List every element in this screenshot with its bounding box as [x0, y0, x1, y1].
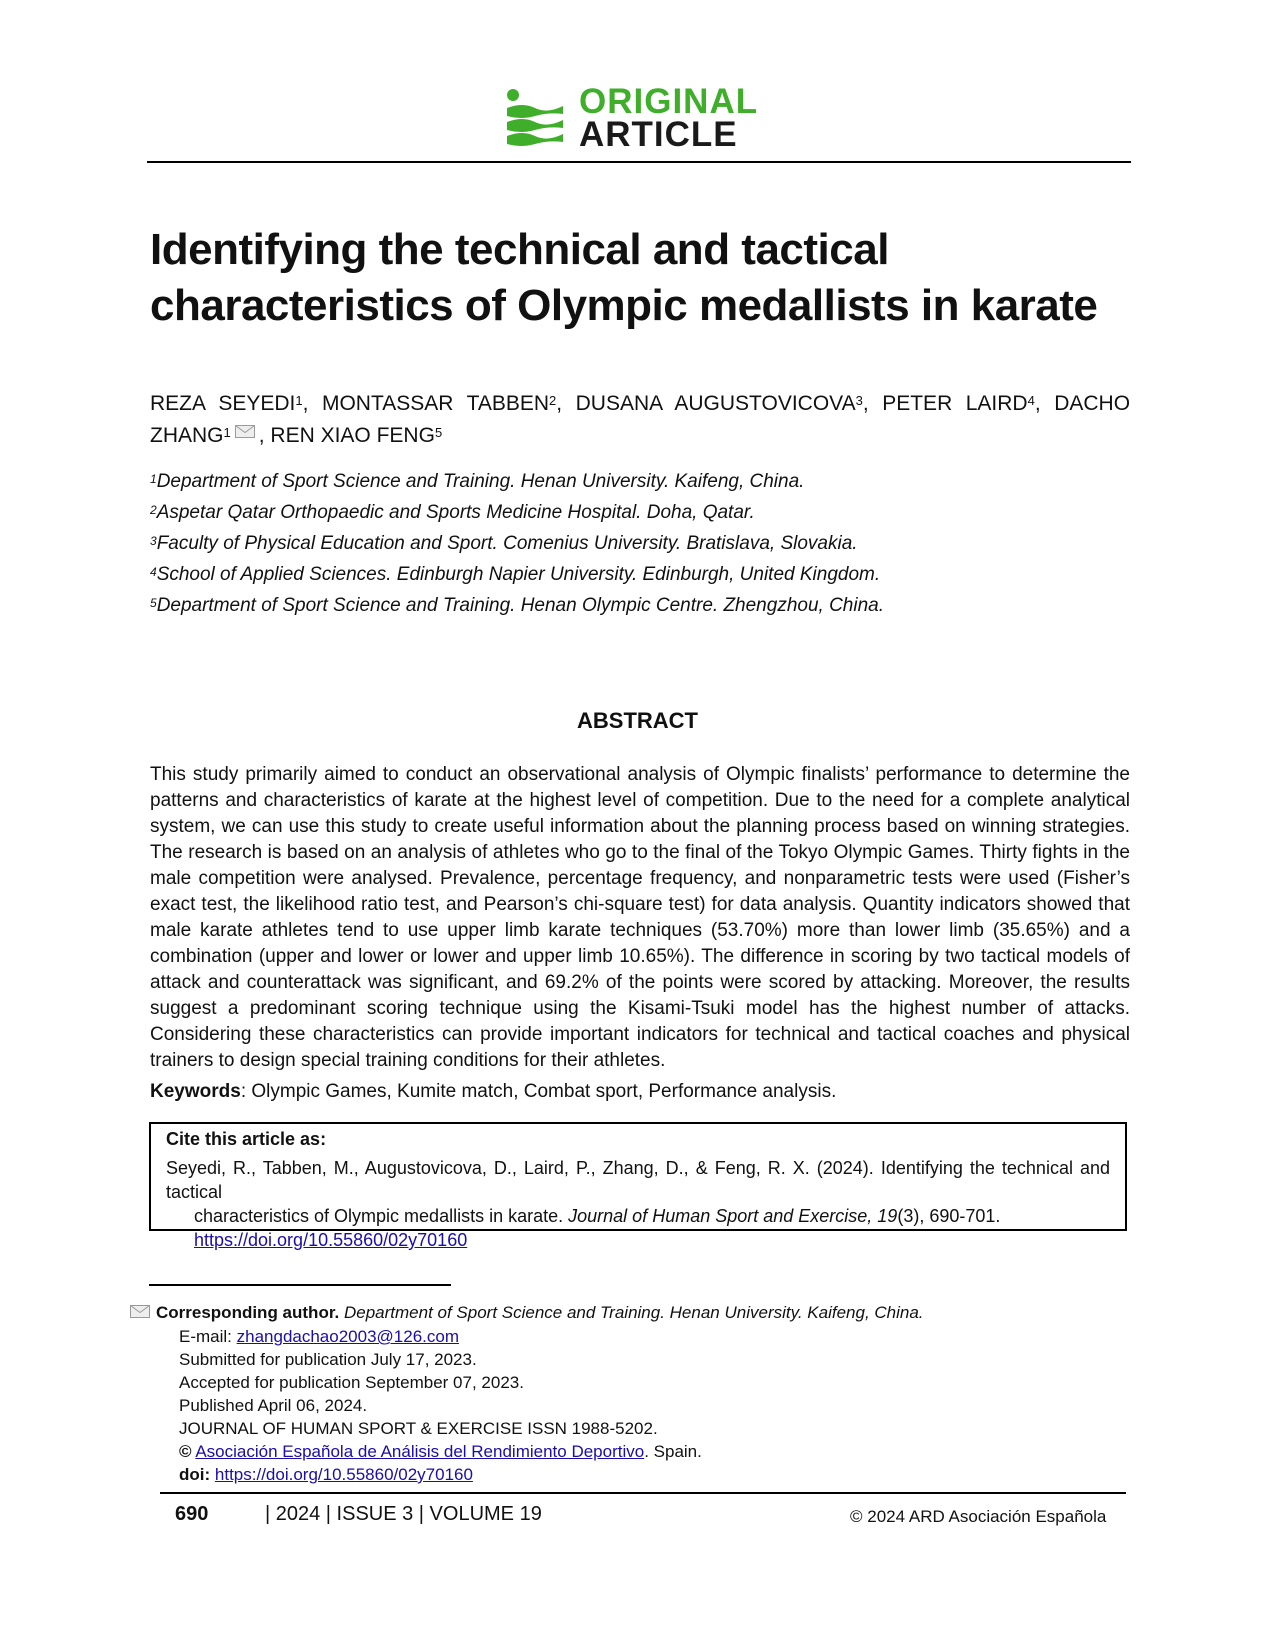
- author-name: , REN XIAO FENG: [258, 424, 435, 447]
- abstract-heading: ABSTRACT: [577, 708, 698, 733]
- copyright-line: [179, 1440, 702, 1463]
- footnote-rule: [149, 1284, 451, 1286]
- affiliation-text: Faculty of Physical Education and Sport. Comenius University. Bratislava, Slovakia.: [156, 533, 858, 554]
- affiliation-4: [150, 563, 880, 587]
- issue-info: | 2024 | ISSUE 3 | VOLUME 19: [265, 1503, 542, 1525]
- author-name: DUSANA AUGUSTOVICOVA: [575, 392, 856, 415]
- envelope-icon[interactable]: [235, 425, 255, 438]
- citation-title: characteristics of Olympic medallists in karate.: [194, 1206, 564, 1226]
- citation-journal: Journal of Human Sport and Exercise, 19: [568, 1206, 898, 1226]
- affiliation-2: [150, 501, 755, 525]
- footer-rule: [160, 1492, 1126, 1494]
- affiliation-number: 3: [150, 534, 157, 548]
- doi-line: [179, 1463, 473, 1486]
- logo-word-original: ORIGINAL: [579, 82, 759, 121]
- affiliation-1: [150, 470, 804, 494]
- doi-label: doi:: [179, 1465, 211, 1484]
- citation-issue-pages: (3), 690-701.: [897, 1206, 1001, 1226]
- author-affiliation-number: 1: [295, 393, 303, 408]
- published-date: Published April 06, 2024.: [179, 1396, 368, 1415]
- envelope-icon: [130, 1305, 150, 1318]
- association-link[interactable]: Asociación Española de Análisis del Rendimiento Deportivo: [195, 1442, 645, 1461]
- accepted-date: Accepted for publication September 07, 2023.: [179, 1373, 524, 1392]
- author-affiliation-number: 1: [223, 425, 231, 440]
- email-line: [179, 1325, 459, 1348]
- citation-text: [166, 1156, 1110, 1252]
- affiliation-3: [150, 532, 858, 556]
- citation-authors: Seyedi, R., Tabben, M., Augustovicova, D., Laird, P., Zhang, D., & Feng, R. X. (2024). Identifying the technical and tactical: [166, 1158, 1110, 1202]
- logo-word-article: ARTICLE: [579, 115, 738, 154]
- affiliation-text: Department of Sport Science and Training. Henan University. Kaifeng, China.: [156, 471, 805, 492]
- article-title: Identifying the technical and tactical characteristics of Olympic medallists in karate: [150, 225, 1098, 330]
- journal-logo: [505, 82, 775, 154]
- email-link[interactable]: zhangdachao2003@126.com: [236, 1327, 459, 1346]
- corresponding-author-label: Corresponding author.: [156, 1303, 340, 1322]
- author-affiliation-number: 4: [1027, 393, 1035, 408]
- logo-stripes-icon: [505, 88, 565, 148]
- journal-issn: JOURNAL OF HUMAN SPORT & EXERCISE ISSN 1988-5202.: [179, 1419, 658, 1438]
- author-affiliation-number: 3: [855, 393, 863, 408]
- author-affiliation-number: 2: [549, 393, 557, 408]
- citation-heading: Cite this article as:: [166, 1129, 327, 1149]
- submitted-date: Submitted for publication July 17, 2023.: [179, 1350, 477, 1369]
- author-name: ZHANG: [150, 424, 224, 447]
- affiliation-text: Aspetar Qatar Orthopaedic and Sports Medicine Hospital. Doha, Qatar.: [156, 502, 755, 523]
- corresponding-author: [130, 1301, 924, 1324]
- corresponding-author-address: Department of Sport Science and Training. Henan University. Kaifeng, China.: [343, 1303, 924, 1322]
- affiliation-number: 5: [150, 596, 157, 610]
- author-name: REZA SEYEDI: [150, 392, 296, 415]
- affiliation-5: [150, 594, 884, 618]
- keywords-list: : Olympic Games, Kumite match, Combat sport, Performance analysis.: [240, 1081, 837, 1102]
- affiliation-text: School of Applied Sciences. Edinburgh Napier University. Edinburgh, United Kingdom.: [156, 564, 881, 585]
- copyright-country: . Spain.: [644, 1442, 702, 1461]
- doi-link[interactable]: https://doi.org/10.55860/02y70160: [214, 1465, 473, 1484]
- copyright-symbol: ©: [179, 1442, 192, 1461]
- author-name: DACHO: [1054, 392, 1131, 415]
- affiliation-number: 4: [150, 565, 157, 579]
- email-label: E-mail:: [179, 1327, 237, 1346]
- citation-doi-link[interactable]: https://doi.org/10.55860/02y70160: [194, 1230, 468, 1250]
- abstract-body: This study primarily aimed to conduct an observational analysis of Olympic finalists’ performance to determine the patterns and characteristics of karate at the highest level of competition. Due to the need for a complete analytical system, we can use this study to create useful information about the planning process based on winning strategies. The research is based on an analysis of athletes who go to the final of the Tokyo Olympic Games. Thirty fights in the male competition were analysed. Prevalence, percentage frequency, and nonparametric tests were used (Fisher’s exact test, the likelihood ratio test, and Pearson’s chi-square test) for data analysis. Quantity indicators showed that male karate athletes tend to use upper limb karate techniques (53.70%) more than lower limb (35.65%) and a combination (upper and lower or lower and upper limb 10.65%). The difference in scoring by two tactical models of attack and counterattack was significant, and 69.2% of the points were scored by attacking. Moreover, the results suggest a predominant scoring technique using the Kisami-Tsuki model has the highest number of attacks. Considering these characteristics can provide important indicators for technical and tactical coaches and physical trainers to design special training conditions for their athletes.: [150, 764, 1130, 1071]
- footer-copyright: © 2024 ARD Asociación Española: [850, 1507, 1107, 1526]
- page-number: 690: [175, 1503, 209, 1525]
- affiliation-text: Department of Sport Science and Training. Henan Olympic Centre. Zhengzhou, China.: [156, 595, 884, 616]
- citation-continuation: [166, 1204, 1110, 1252]
- author-list-line1: REZA SEYEDI$^1$, MONTASSAR TABBEN$^2$, DUSANA AUGUSTOVICOVA$^3$, PETER LAIRD$^4$, DACHO: [150, 392, 1131, 415]
- author-name: MONTASSAR TABBEN: [321, 392, 550, 415]
- author-affiliation-number: 5: [434, 425, 443, 440]
- author-name: PETER LAIRD: [882, 392, 1028, 415]
- affiliation-number: 1: [150, 472, 157, 486]
- keywords-label: Keywords: [150, 1081, 241, 1102]
- header-rule: [147, 161, 1131, 163]
- keywords: [150, 1079, 1130, 1105]
- affiliation-number: 2: [150, 503, 157, 517]
- author-list-line2: [150, 420, 442, 452]
